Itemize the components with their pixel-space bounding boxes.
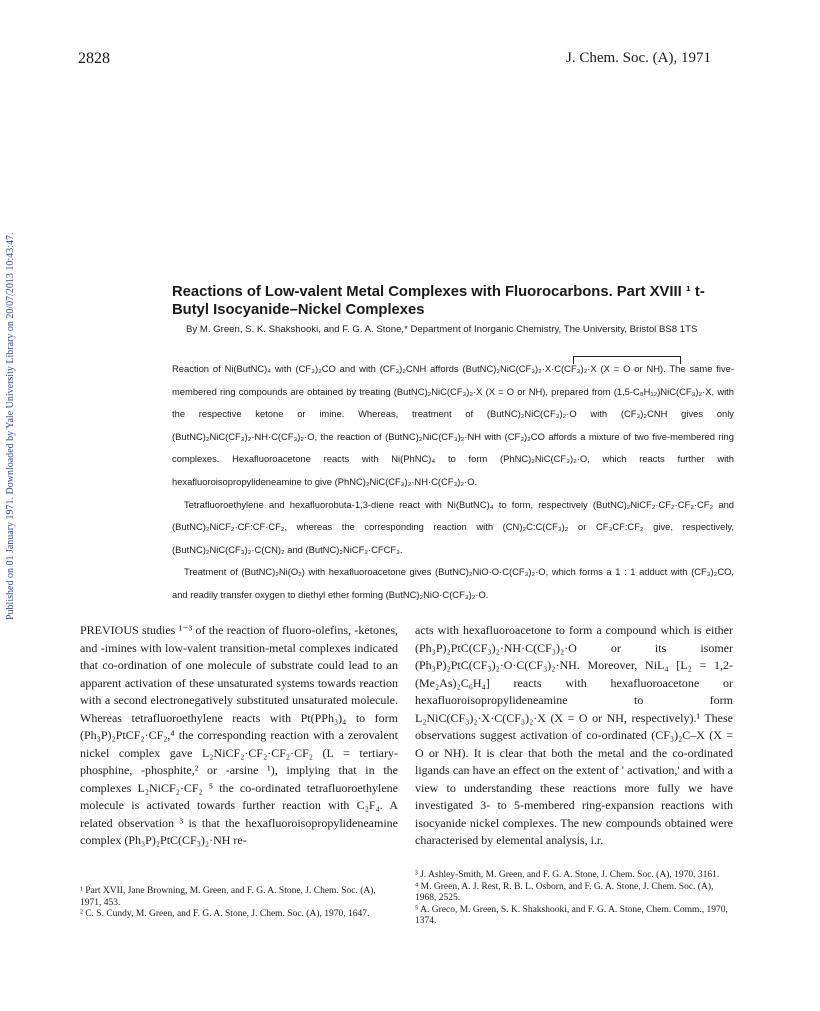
download-watermark	[2, 190, 22, 620]
abstract	[172, 358, 734, 607]
journal-reference: J. Chem. Soc. (A), 1971	[566, 50, 711, 66]
article-title: Reactions of Low-valent Metal Complexes with Fluorocarbons. Part XVIII ¹ t-Butyl Isocyanide–Nickel Complexes	[172, 284, 705, 318]
abstract-paragraph: Treatment of (ButNC)₂Ni(O₂) with hexafluoroacetone gives (ButNC)₂NiO·O·C(CF₃)₂·O, which forms a 1 : 1 adduct with (CF₃)₂CO, and readily transfer oxygen to diethyl ether forming (ButNC)₂NiO·C(CF₃)₂·O.	[172, 566, 734, 600]
footnote: ² C. S. Cundy, M. Green, and F. G. A. Stone, J. Chem. Soc. (A), 1970, 1647.	[80, 909, 370, 919]
body-paragraph: PREVIOUS studies ¹⁻³ of the reaction of fluoro-olefins, -ketones, and -imines with low-valent transition-metal complexes indicated that co-ordination of one molecule of substrate could lead to an apparent activation of these unsaturated systems towards reaction with a second electronegatively substituted unsaturated molecule. Whereas tetrafluoroethylene reacts with Pt(PPh₃)₄ to form (Ph₃P)₂PtCF₂·CF₂,⁴ the corresponding reaction with a zerovalent nickel complex gave L₂NiCF₂·CF₂·CF₂·CF₂ (L = tertiary-phosphine, -phosphite,² or -arsine ¹), implying that in the complexes L₂NiCF₂·CF₂ ⁵ the co-ordinated tetrafluoroethylene molecule is activated towards further reaction with C₂F₄. A related observation ³ is that the hexafluoroisopropylideneamine complex (Ph₃P)₂PtC(CF₃)₂·NH re-	[80, 623, 398, 847]
abstract-paragraph: Tetrafluoroethylene and hexafluorobuta-1,3-diene react with Ni(ButNC)₄ to form, respectively (ButNC)₂NiCF₂·CF₂·CF₂·CF₂ and (ButNC)₂NiCF₂·CF:CF·CF₂, whereas the corresponding reaction with (CN)₂C:C(CF₃)₂ or CF₃CF:CF₂ give, respectively, (ButNC)₂NiC(CF₃)₂·C(CN)₂ and (ButNC)₂NiCF₂·CFCF₃.	[172, 498, 734, 555]
footnote: ⁵ A. Greco, M. Green, S. K. Shakshooki, and F. G. A. Stone, Chem. Comm., 1970, 1374.	[415, 904, 728, 926]
footnote: ⁴ M. Green, A. J. Rest, R. B. L. Osborn, and F. G. A. Stone, J. Chem. Soc. (A), 1968, 2525.	[415, 881, 714, 903]
footnote: ¹ Part XVII, Jane Browning, M. Green, and F. G. A. Stone, J. Chem. Soc. (A), 1971, 453.	[80, 886, 376, 908]
body-column-right	[415, 622, 733, 850]
ring-bond-line	[573, 356, 681, 357]
article-authors: By M. Green, S. K. Shakshooki, and F. G. A. Stone,* Department of Inorganic Chemistry, The University, Bristol BS8 1TS	[186, 324, 698, 335]
body-paragraph: acts with hexafluoroacetone to form a compound which is either (Ph₃P)₂PtC(CF₃)₂·NH·C(CF₃)₂·O or its isomer (Ph₃P)₂PtC(CF₃)₂·O·C(CF₃)₂·NH. Moreover, NiL₄ [L₂ = 1,2-(Me₂As)₂C₆H₄] reacts with hexafluoroacetone or hexafluoroisopropylideneamine to form L₂NiC(CF₃)₂·X·C(CF₃)₂·X (X = O or NH, respectively).¹ These observations suggest activation of co-ordinated (CF₃)₂C–X (X = O or NH). It is clear that both the metal and the co-ordinated ligands can have an effect on the extent of ' activation,' and with a view to understanding these reactions more fully we have investigated 3- to 5-membered ring-expansion reactions with isocyanide nickel complexes. The new compounds obtained were characterised by elemental analysis, i.r.	[415, 623, 733, 847]
footnote: ³ J. Ashley-Smith, M. Green, and F. G. A. Stone, J. Chem. Soc. (A), 1970, 3161.	[415, 870, 720, 880]
body-column-left	[80, 622, 398, 850]
abstract-paragraph: Reaction of Ni(ButNC)₄ with (CF₃)₂CO and with (CF₃)₂CNH affords (ButNC)₂NiC(CF₃)₂·X·C(CF₃)₂·X (X = O or NH). The same five-membered ring compounds are obtained by treating (ButNC)₂NiC(CF₃)₂·X (X = O or NH), prepared from (1,5-C₈H₁₂)NiC(CF₃)₂·X, with the respective ketone or imine. Whereas, treatment of (ButNC)₂NiC(CF₃)₂·O with (CF₃)₂CNH gives only (ButNC)₂NiC(CF₃)₂·NH·C(CF₃)₂·O, the reaction of (ButNC)₂NiC(CF₃)₂·NH with (CF₃)₂CO affords a mixture of two five-membered ring complexes. Hexafluoroacetone reacts with Ni(PhNC)₄ to form (PhNC)₂NiC(CF₃)₂·O, which reacts further with hexafluoroisopropylideneamine to give (PhNC)₂NiC(CF₃)₂·NH·C(CF₃)₂·O.	[172, 363, 734, 487]
footnotes-right	[415, 870, 733, 928]
download-watermark-text: Published on 01 January 1971. Downloaded by Yale University Library on 20/07/2013 10:43:47.	[5, 232, 16, 620]
footnotes-left	[80, 886, 398, 921]
page-number: 2828	[78, 50, 110, 67]
ring-bond-tick	[680, 356, 681, 364]
ring-bond-tick	[573, 356, 574, 364]
